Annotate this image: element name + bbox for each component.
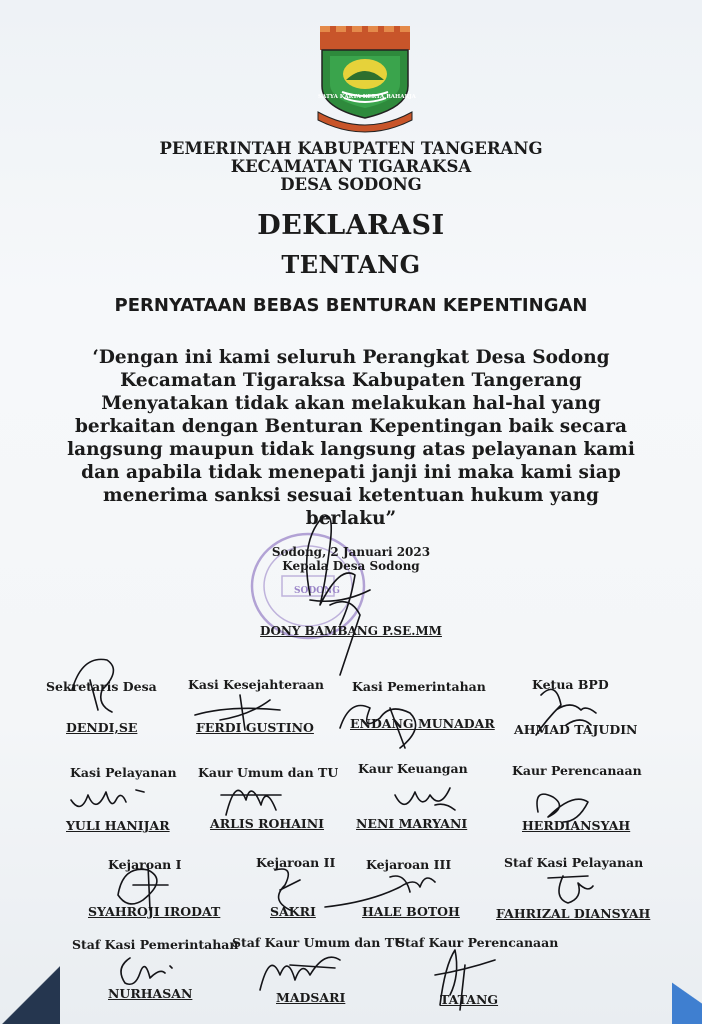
role-kejaroan-1: Kejaroan I [108, 857, 182, 872]
name-staf-kasi-pelayanan: FAHRIZAL DIANSYAH [496, 906, 651, 921]
background-corner-left [0, 954, 60, 1024]
name-staf-kaur-umum-tu: MADSARI [276, 990, 346, 1005]
statement-line-5: langsung maupun tidak langsung atas pelayanan kami [67, 439, 635, 460]
role-kasi-pelayanan: Kasi Pelayanan [70, 765, 177, 780]
signature-kasi-pelayanan [66, 780, 156, 820]
name-kasi-pemerintahan: ENDANG MUNADAR [350, 716, 495, 731]
name-kaur-umum-tu: ARLIS ROHAINI [210, 816, 325, 831]
signature-staf-kasi-pemerintahan [110, 948, 180, 993]
name-kaur-perencanaan: HERDIANSYAH [522, 818, 631, 833]
signature-village-head [280, 505, 390, 680]
role-sekretaris-desa: Sekretaris Desa [46, 679, 157, 694]
role-kaur-perencanaan: Kaur Perencanaan [512, 763, 642, 778]
statement-line-7: menerima sanksi sesuai ketentuan hukum yang [103, 485, 599, 506]
statement-line-6: dan apabila tidak menepati janji ini maka kami siap [81, 462, 621, 483]
name-ketua-bpd: AHMAD TAJUDIN [514, 722, 638, 737]
signature-kaur-perencanaan [528, 782, 598, 827]
role-staf-kaur-umum-tu: Staf Kaur Umum dan TU [232, 935, 405, 950]
statement-line-3: Menyatakan tidak akan melakukan hal-hal yang [101, 393, 601, 414]
signature-kaur-keuangan [390, 780, 460, 820]
signature-kejaroan-1 [108, 855, 178, 915]
name-staf-kaur-perencanaan: TATANG [440, 992, 499, 1007]
crest-motto: SATYA KARYA KERTA RAHARJA [318, 94, 416, 100]
village-head-name: DONY BAMBANG P.SE.MM [260, 624, 442, 638]
name-kejaroan-2: SAKRI [270, 904, 316, 919]
name-kasi-kesejahteraan: FERDI GUSTINO [196, 720, 314, 735]
signing-role: Kepala Desa Sodong [282, 559, 420, 573]
role-ketua-bpd: Ketua BPD [532, 677, 609, 692]
header-district: KECAMATAN TIGARAKSA [230, 157, 472, 176]
statement-line-8: berlaku” [305, 508, 397, 529]
name-kejaroan-1: SYAHROJI IRODAT [88, 904, 221, 919]
signature-kejaroan-2 [260, 860, 310, 915]
name-staf-kasi-pemerintahan: NURHASAN [108, 986, 193, 1001]
signature-staf-kasi-pelayanan [538, 868, 598, 908]
statement-line-4: berkaitan dengan Benturan Kepentingan baik secara [75, 416, 627, 437]
role-staf-kasi-pelayanan: Staf Kasi Pelayanan [504, 855, 644, 870]
name-sekretaris-desa: DENDI,SE [66, 720, 138, 735]
regency-crest-icon [312, 22, 418, 134]
role-staf-kasi-pemerintahan: Staf Kasi Pemerintahan [72, 937, 239, 952]
signature-sekretaris-desa [62, 650, 132, 720]
role-staf-kaur-perencanaan: Staf Kaur Perencanaan [396, 935, 559, 950]
role-kejaroan-3: Kejaroan III [366, 857, 452, 872]
signature-kasi-pemerintahan [330, 688, 440, 753]
role-kaur-keuangan: Kaur Keuangan [358, 761, 468, 776]
signature-kejaroan-3 [320, 862, 440, 912]
signature-staf-kaur-perencanaan [420, 945, 500, 1015]
document-title: DEKLARASI [257, 210, 445, 241]
signing-place-date: Sodong, 2 Januari 2023 [271, 545, 431, 559]
signature-staf-kaur-umum-tu [250, 940, 350, 1000]
signature-kaur-umum-tu [216, 770, 286, 825]
name-kaur-keuangan: NENI MARYANI [356, 816, 468, 831]
background-corner-right [672, 969, 702, 1024]
role-kaur-umum-tu: Kaur Umum dan TU [198, 765, 339, 780]
document-subject: PERNYATAAN BEBAS BENTURAN KEPENTINGAN [114, 295, 588, 316]
header-government: PEMERINTAH KABUPATEN TANGERANG [159, 139, 543, 158]
role-kejaroan-2: Kejaroan II [256, 855, 336, 870]
role-kasi-kesejahteraan: Kasi Kesejahteraan [188, 677, 324, 692]
role-kasi-pemerintahan: Kasi Pemerintahan [352, 679, 486, 694]
signature-ketua-bpd [526, 675, 606, 745]
header-village: DESA SODONG [280, 175, 422, 194]
statement-line-1: ‘Dengan ini kami seluruh Perangkat Desa Sodong [92, 347, 610, 368]
document-about: TENTANG [281, 250, 421, 279]
signature-kasi-kesejahteraan [190, 690, 290, 735]
stamp-center-text: SODONG [294, 586, 340, 596]
name-kejaroan-3: HALE BOTOH [362, 904, 460, 919]
statement-line-2: Kecamatan Tigaraksa Kabupaten Tangerang [120, 370, 582, 391]
name-kasi-pelayanan: YULI HANIJAR [66, 818, 170, 833]
